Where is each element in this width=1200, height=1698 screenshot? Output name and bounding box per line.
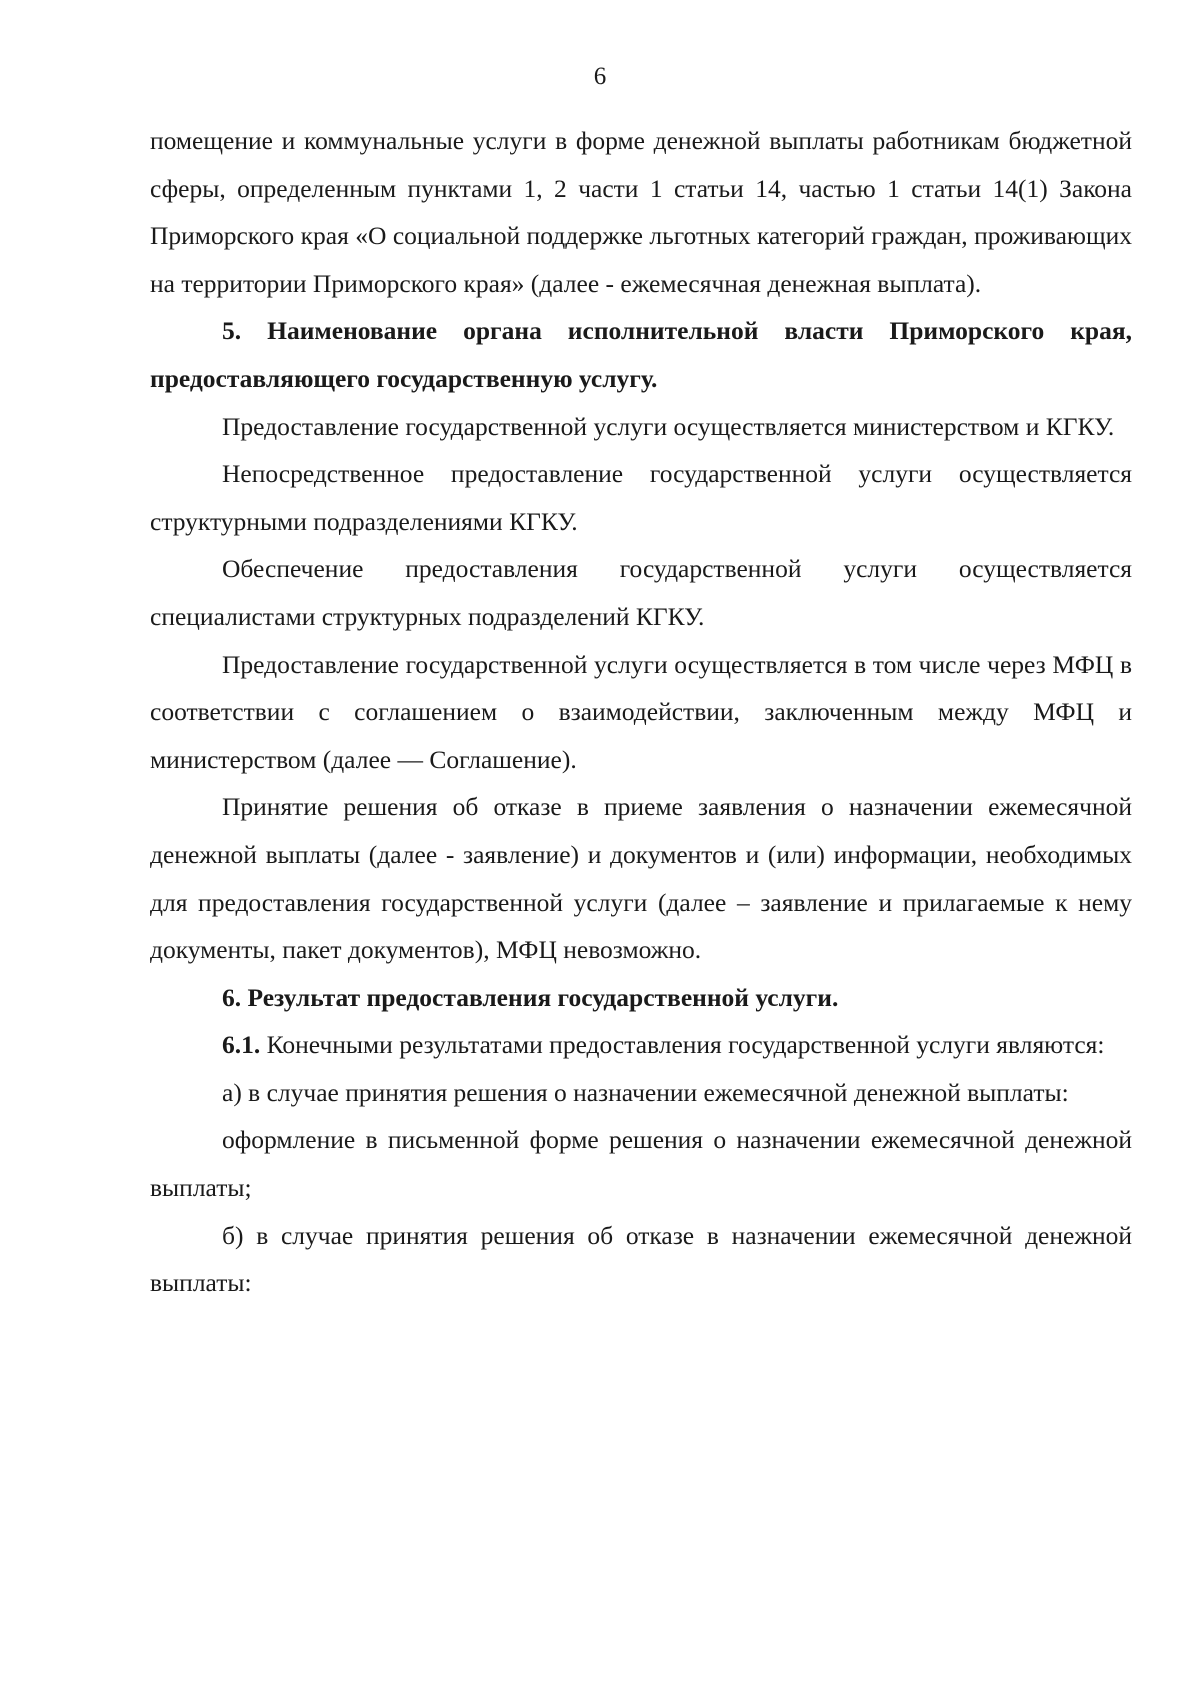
section-heading-5: 5. Наименование органа исполнительной власти Приморского края, предоставляющего государственную услугу. bbox=[150, 316, 1132, 393]
list-item-a: а) в случае принятия решения о назначении ежемесячной денежной выплаты: bbox=[222, 1077, 1069, 1107]
paragraph-6-1 bbox=[150, 1021, 1132, 1069]
paragraph: оформление в письменной форме решения о назначении ежемесячной денежной выплаты; bbox=[150, 1125, 1132, 1203]
document-body bbox=[150, 117, 1132, 1307]
paragraph: Предоставление государственной услуги осуществляется в том числе через МФЦ в соответствии с соглашением о взаимодействии, заключенным между МФЦ и министерством (далее — Соглашение). bbox=[150, 649, 1132, 774]
section-heading-6: 6. Результат предоставления государственной услуги. bbox=[222, 982, 839, 1012]
list-item-b: б) в случае принятия решения об отказе в назначении ежемесячной денежной выплаты: bbox=[150, 1220, 1132, 1298]
paragraph: Принятие решения об отказе в приеме заявления о назначении ежемесячной денежной выплаты (далее - заявление) и документов и (или) информации, необходимых для предоставления государственной услуги (далее – заявление и прилагаемые к нему документы, пакет документов), МФЦ невозможно. bbox=[150, 792, 1132, 965]
paragraph-continuation: помещение и коммунальные услуги в форме денежной выплаты работникам бюджетной сферы, определенным пунктами 1, 2 части 1 статьи 14, частью 1 статьи 14(1) Закона Приморского края «О социальной поддержке льготных категорий граждан, проживающих на территории Приморского края» (далее - ежемесячная денежная выплата). bbox=[150, 126, 1132, 298]
page-number: 6 bbox=[593, 63, 607, 90]
paragraph: Обеспечение предоставления государственной услуги осуществляется специалистами структурных подразделений КГКУ. bbox=[150, 554, 1132, 631]
paragraph: Непосредственное предоставление государственной услуги осуществляется структурными подразделениями КГКУ. bbox=[150, 459, 1132, 536]
paragraph: Предоставление государственной услуги осуществляется министерством и КГКУ. bbox=[222, 411, 1115, 441]
clause-number: 6.1. bbox=[222, 1030, 261, 1060]
clause-text: Конечными результатами предоставления государственной услуги являются: bbox=[260, 1030, 1105, 1060]
